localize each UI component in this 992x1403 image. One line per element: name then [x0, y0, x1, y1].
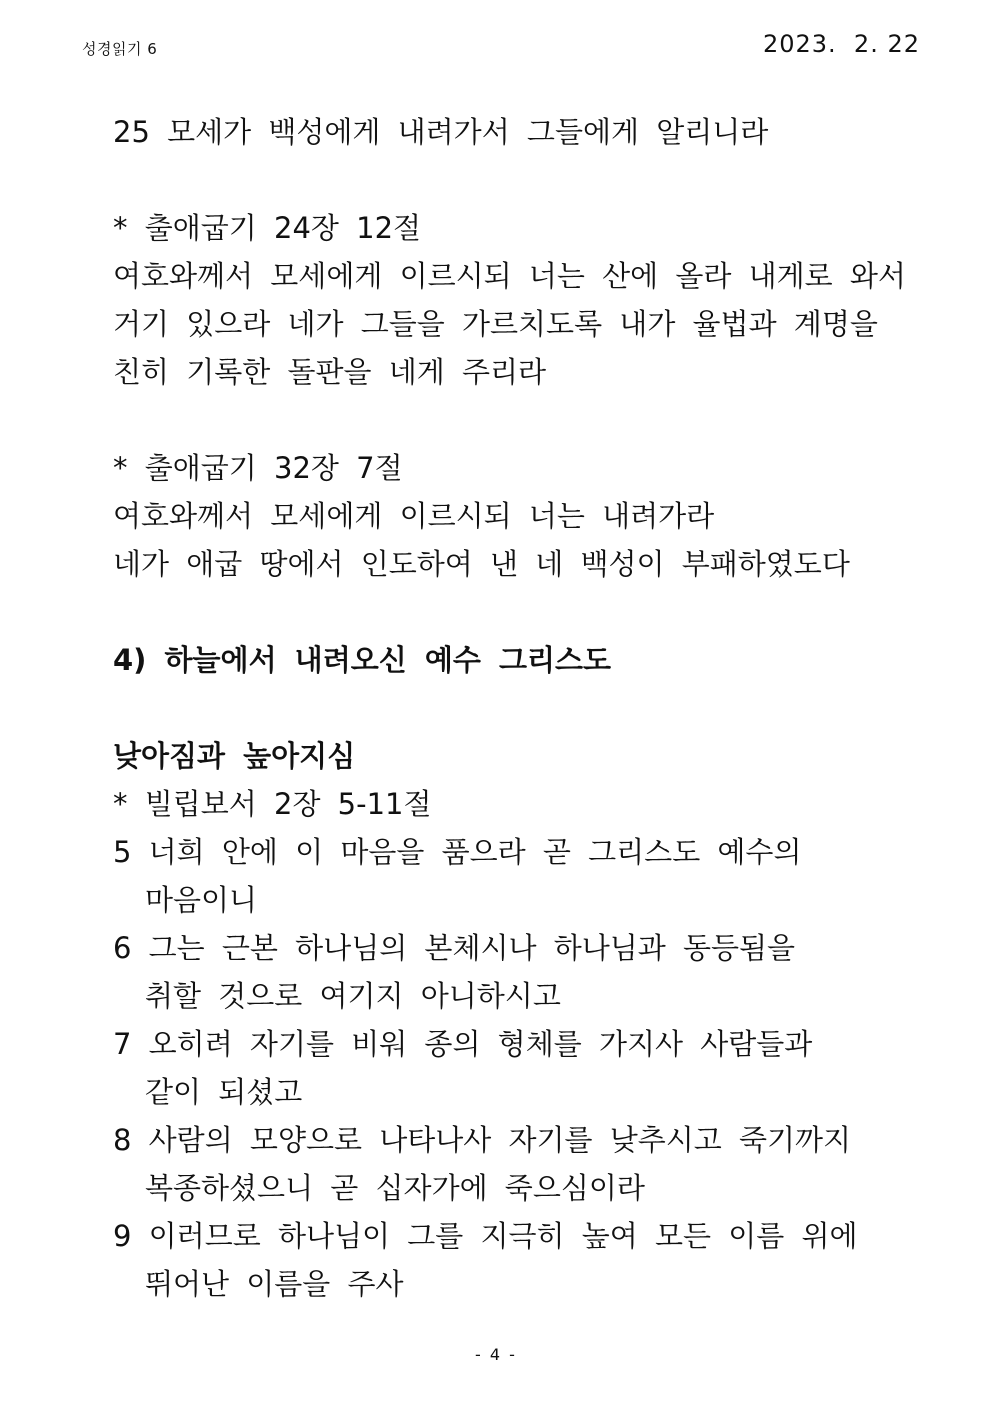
document-body [113, 108, 933, 1308]
subsection-heading: 낮아짐과 높아지심 [113, 739, 356, 773]
verse-line-continuation: 복종하셨으니 곧 십자가에 죽으심이라 [145, 1171, 645, 1205]
scripture-reference: * 출애굽기 32장 7절 [113, 451, 403, 485]
blank-line [113, 684, 933, 732]
document-title: 성경읽기 6 [82, 40, 158, 58]
blank-line [113, 156, 933, 204]
blank-line [113, 588, 933, 636]
verse-line: 8 사람의 모양으로 나타나사 자기를 낮추시고 죽기까지 [113, 1123, 852, 1157]
verse-line: 5 너희 안에 이 마음을 품으라 곧 그리스도 예수의 [113, 835, 802, 869]
blank-line [113, 396, 933, 444]
verse-line-continuation: 같이 되셨고 [145, 1075, 303, 1109]
scripture-reference: * 빌립보서 2장 5-11절 [113, 787, 432, 821]
page-number: - 4 - [475, 1345, 517, 1364]
verse-line: 여호와께서 모세에게 이르시되 너는 산에 올라 내게로 와서 [113, 259, 906, 293]
verse-line-continuation: 취할 것으로 여기지 아니하시고 [145, 979, 561, 1013]
section-heading: 4) 하늘에서 내려오신 예수 그리스도 [113, 643, 612, 677]
scripture-reference: * 출애굽기 24장 12절 [113, 211, 422, 245]
verse-line: 여호와께서 모세에게 이르시되 너는 내려가라 [113, 499, 715, 533]
verse-line-continuation: 마음이니 [145, 883, 258, 917]
verse-line: 25 모세가 백성에게 내려가서 그들에게 알리니라 [113, 115, 769, 149]
verse-line: 친히 기록한 돌판을 네게 주리라 [113, 355, 547, 389]
verse-line: 6 그는 근본 하나님의 본체시나 하나님과 동등됨을 [113, 931, 796, 965]
verse-line-continuation: 뛰어난 이름을 주사 [145, 1267, 404, 1301]
verse-line: 네가 애굽 땅에서 인도하여 낸 네 백성이 부패하였도다 [113, 547, 850, 581]
verse-line: 7 오히려 자기를 비워 종의 형체를 가지사 사람들과 [113, 1027, 813, 1061]
document-date: 2023. 2. 22 [762, 30, 920, 58]
verse-line: 9 이러므로 하나님이 그를 지극히 높여 모든 이름 위에 [113, 1219, 858, 1253]
verse-line: 거기 있으라 네가 그들을 가르치도록 내가 율법과 계명을 [113, 307, 878, 341]
